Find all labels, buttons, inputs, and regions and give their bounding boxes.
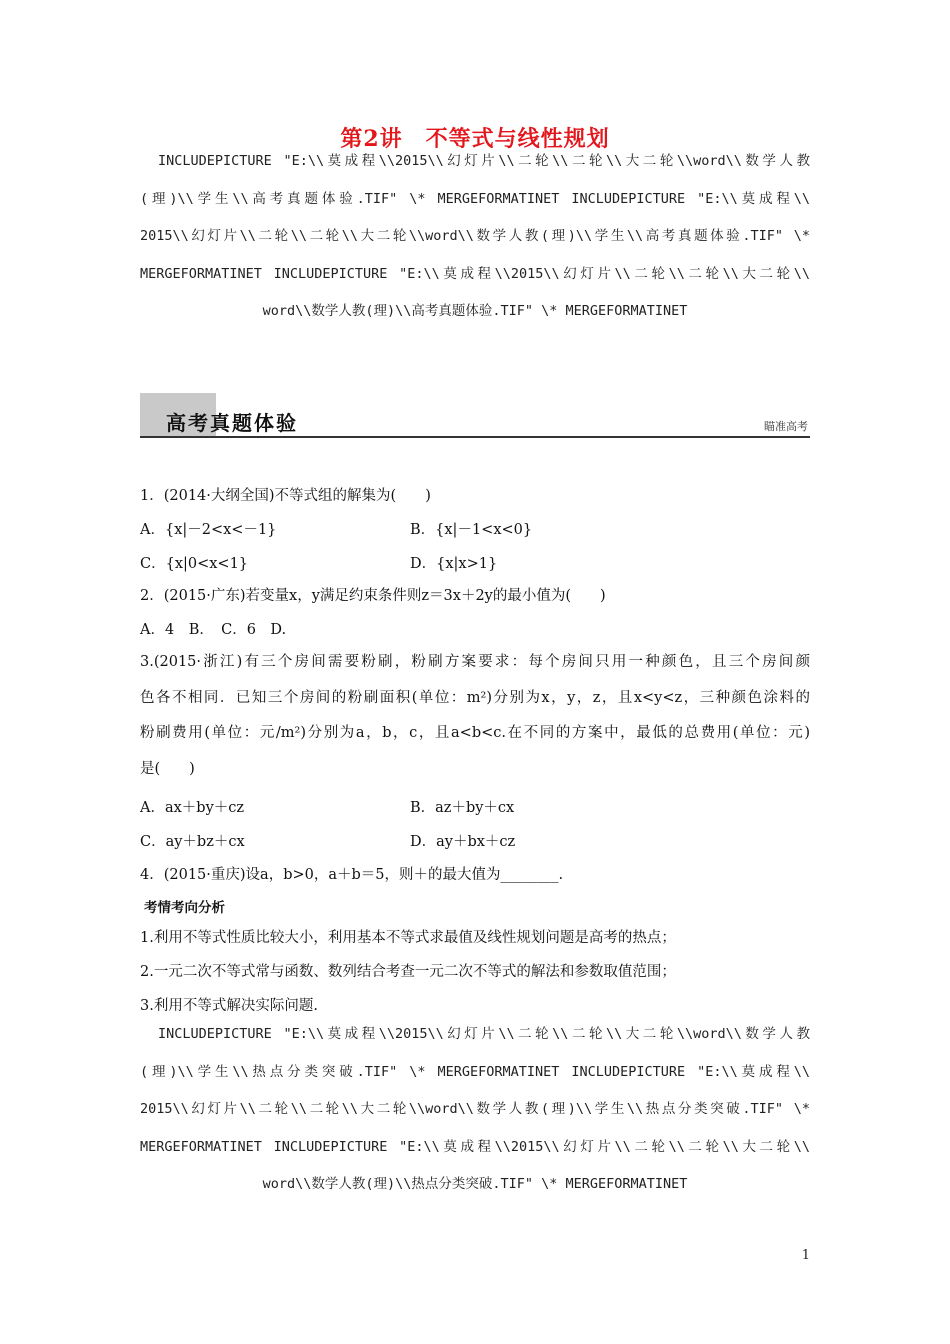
question-stem: 1．(2014·大纲全国)不等式组的解集为( ) xyxy=(140,488,431,504)
analysis-point: 2.一元二次不等式常与函数、数列结合考查一元二次不等式的解法和参数取值范围； xyxy=(140,964,676,980)
include-line: INCLUDEPICTURE "E:\\莫成程\\2015\\幻灯片\\二轮\\二轮\\大二轮\\word\\数学人教 xyxy=(158,153,810,169)
page-title: 第2讲 不等式与线性规划 xyxy=(340,126,610,152)
question-line: 3.(2015·浙江)有三个房间需要粉刷，粉刷方案要求：每个房间只用一种颜色，且三个房间颜 xyxy=(140,654,810,670)
option-a: A．{x|－2<x<－1} xyxy=(140,522,277,538)
analysis-point: 3.利用不等式解决实际问题. xyxy=(140,998,318,1014)
question-stem: 4．(2015·重庆)设a，b>0，a＋b＝5，则＋的最大值为________. xyxy=(140,867,564,883)
section-rule xyxy=(140,436,810,438)
include-line: INCLUDEPICTURE "E:\\莫成程\\2015\\幻灯片\\二轮\\二轮\\大二轮\\word\\数学人教 xyxy=(158,1026,810,1042)
option-d: D．ay＋bx＋cz xyxy=(410,834,516,850)
option-c: C．{x|0<x<1} xyxy=(140,556,249,572)
include-field-block-2 xyxy=(140,1016,810,1204)
option-a: A．ax＋by＋cz xyxy=(140,800,245,816)
question-line: 色各不相同．已知三个房间的粉刷面积(单位：m²)分别为x，y，z，且x<y<z，三种颜色涂料的 xyxy=(140,689,810,706)
include-line: (理)\\学生\\高考真题体验.TIF" \* MERGEFORMATINET INCLUDEPICTURE "E:\\莫成程\\ xyxy=(140,190,810,207)
section-title: 高考真题体验 xyxy=(166,411,298,435)
option-b: B．az＋by＋cx xyxy=(410,800,515,816)
include-line: 2015\\幻灯片\\二轮\\二轮\\大二轮\\word\\数学人教(理)\\学生\\热点分类突破.TIF" \* xyxy=(140,1101,810,1117)
analysis-heading: 考情考向分析 xyxy=(144,900,225,916)
include-line: MERGEFORMATINET INCLUDEPICTURE "E:\\莫成程\\2015\\幻灯片\\二轮\\二轮\\大二轮\\ xyxy=(140,265,810,282)
include-line: 2015\\幻灯片\\二轮\\二轮\\大二轮\\word\\数学人教(理)\\学生\\高考真题体验.TIF" \* xyxy=(140,228,810,244)
option-c: C．ay＋bz＋cx xyxy=(140,834,245,850)
option-b: B．{x|－1<x<0} xyxy=(410,522,533,538)
question-line: 粉刷费用(单位：元/m²)分别为a，b，c，且a<b<c.在不同的方案中，最低的总费用(单位：元) xyxy=(140,725,810,741)
question-3 xyxy=(140,645,810,787)
question-options: A．4 B． C．6 D. xyxy=(140,622,287,638)
option-d: D．{x|x>1} xyxy=(410,556,498,572)
include-field-block-1 xyxy=(140,143,810,331)
question-line: 是( ) xyxy=(140,760,195,777)
page-number: 1 xyxy=(801,1248,810,1263)
include-line: MERGEFORMATINET INCLUDEPICTURE "E:\\莫成程\\2015\\幻灯片\\二轮\\二轮\\大二轮\\ xyxy=(140,1138,810,1155)
include-line: (理)\\学生\\热点分类突破.TIF" \* MERGEFORMATINET INCLUDEPICTURE "E:\\莫成程\\ xyxy=(140,1063,810,1080)
section-subtitle: 瞄准高考 xyxy=(764,420,808,433)
question-stem: 2．(2015·广东)若变量x，y满足约束条件则z＝3x＋2y的最小值为( ) xyxy=(140,588,606,604)
include-line: word\\数学人教(理)\\高考真题体验.TIF" \* MERGEFORMATINET xyxy=(262,303,688,319)
section-header xyxy=(140,393,810,439)
analysis-point: 1.利用不等式性质比较大小，利用基本不等式求最值及线性规划问题是高考的热点； xyxy=(140,930,676,946)
include-line: word\\数学人教(理)\\热点分类突破.TIF" \* MERGEFORMATINET xyxy=(262,1176,688,1192)
